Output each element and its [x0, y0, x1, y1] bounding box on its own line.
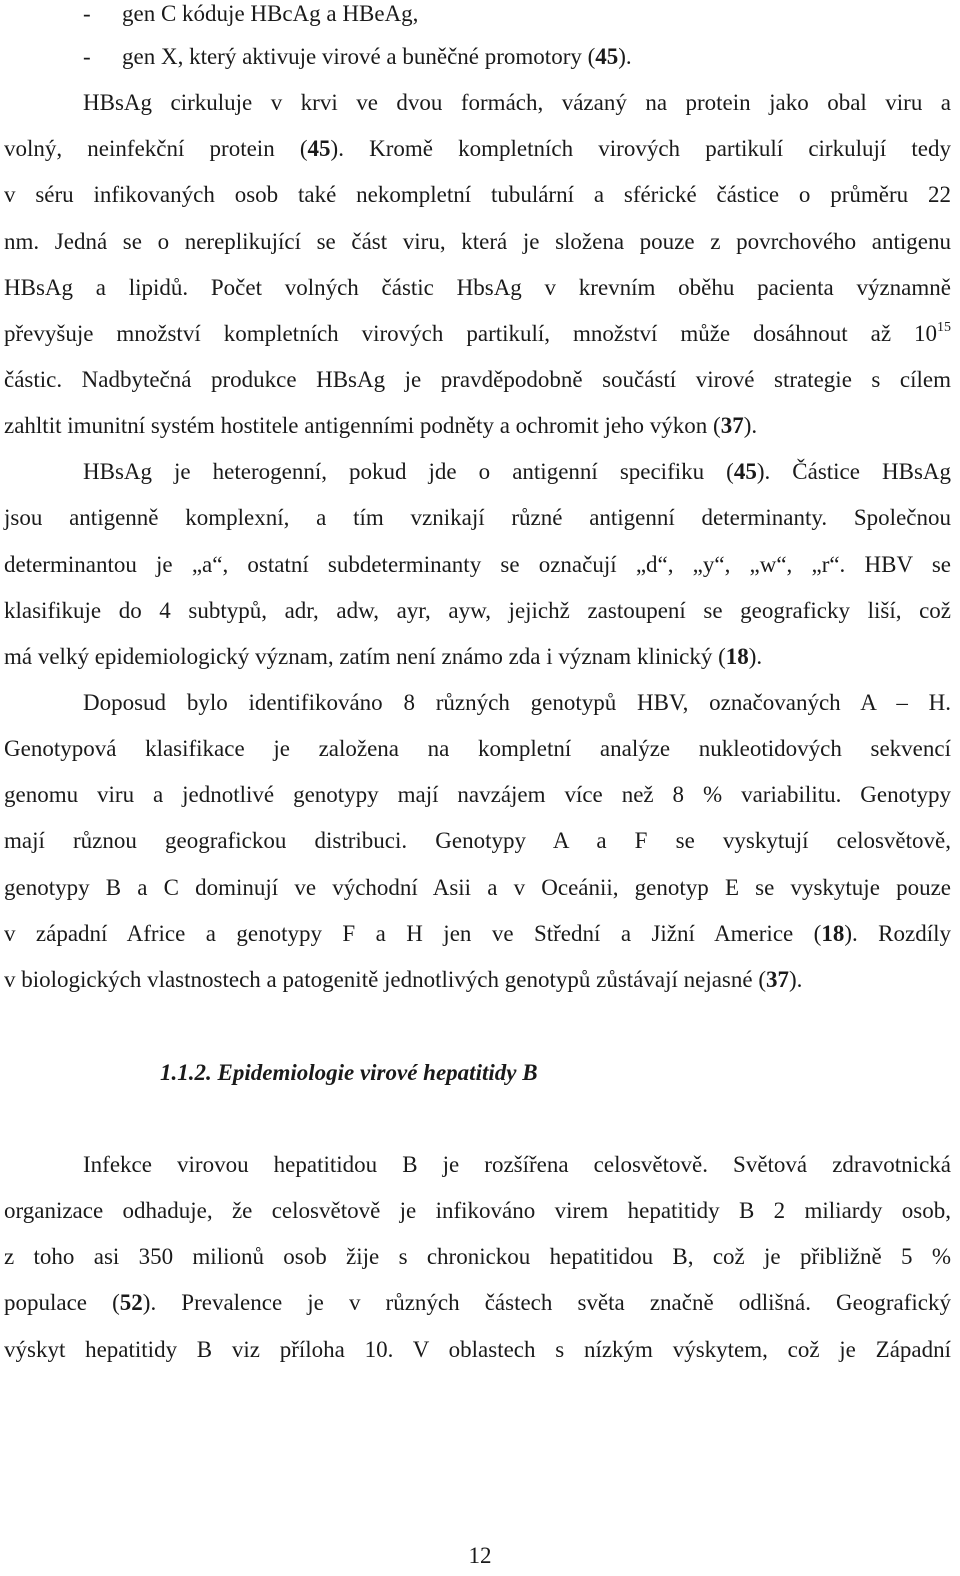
bullet-dash: - [83, 1, 91, 26]
paragraph-line: v západní Africe a genotypy F a H jen ve Střední a Jižní Americe (18). Rozdíly [4, 921, 951, 946]
citation-ref: 18 [725, 644, 749, 669]
paragraph-line: populace (52). Prevalence je v různých částech světa značně odlišná. Geografický [4, 1290, 951, 1315]
paragraph-line: v séru infikovaných osob také nekompletní tubulární a sférické částice o průměru 22 [4, 182, 951, 207]
paragraph-line: organizace odhaduje, že celosvětově je infikováno virem hepatitidy B 2 miliardy osob, [4, 1198, 951, 1223]
paragraph-line: převyšuje množství kompletních virových partikulí, množství může dosáhnout až $10^{15}$ [4, 320, 951, 346]
paragraph-line: Infekce virovou hepatitidou B je rozšířena celosvětově. Světová zdravotnická [83, 1152, 951, 1177]
paragraph-line: HBsAg a lipidů. Počet volných částic HbsAg v krevním oběhu pacienta významně [4, 275, 951, 300]
paragraph-line: výskyt hepatitidy B viz příloha 10. V oblastech s nízkým výskytem, což je Západní [4, 1337, 951, 1362]
citation-ref: 45 [733, 459, 757, 484]
paragraph-line: genomu viru a jednotlivé genotypy mají navzájem více než 8 % variabilitu. Genotypy [4, 782, 951, 807]
paragraph-line: mají různou geografickou distribuci. Genotypy A a F se vyskytují celosvětově, [4, 828, 951, 853]
paragraph-line: HBsAg je heterogenní, pokud jde o antigenní specifiku (45). Částice HBsAg [83, 459, 952, 484]
paragraph-line: zahltit imunitní systém hostitele antigenními podněty a ochromit jeho výkon (37). [4, 413, 758, 438]
superscript-exponent: 15 [937, 320, 951, 335]
page-number: 12 [468, 1543, 492, 1568]
section-heading: 1.1.2. Epidemiologie virové hepatitidy B [160, 1060, 538, 1085]
citation-ref: 45 [307, 136, 331, 161]
paragraph-line: v biologických vlastnostech a patogenitě jednotlivých genotypů zůstávají nejasné (37). [4, 967, 803, 992]
bullet-item: gen X, který aktivuje virové a buněčné promotory (45). [122, 44, 632, 69]
paragraph-line: Doposud bylo identifikováno 8 různých genotypů HBV, označovaných A – H. [83, 690, 951, 715]
bullet-dash: - [83, 44, 91, 69]
paragraph-line: z toho asi 350 milionů osob žije s chronickou hepatitidou B, což je přibližně 5 % [4, 1244, 951, 1269]
citation-ref: 45 [595, 44, 619, 69]
paragraph-line: Genotypová klasifikace je založena na kompletní analýze nukleotidových sekvencí [4, 736, 951, 761]
paragraph-line: HBsAg cirkuluje v krvi ve dvou formách, vázaný na protein jako obal viru a [83, 90, 951, 115]
citation-ref: 52 [119, 1290, 143, 1315]
citation-ref: 37 [720, 413, 744, 438]
citation-ref: 18 [821, 921, 845, 946]
paragraph-line: má velký epidemiologický význam, zatím není známo zda i význam klinický (18). [4, 644, 763, 669]
paragraph-line: volný, neinfekční protein (45). Kromě kompletních virových partikulí cirkulují tedy [4, 136, 952, 161]
paragraph-line: determinantou je „a“, ostatní subdeterminanty se označují „d“, „y“, „w“, „r“. HBV se [4, 552, 951, 577]
paragraph-line: částic. Nadbytečná produkce HBsAg je pravděpodobně součástí virové strategie s cílem [4, 367, 951, 392]
citation-ref: 37 [766, 967, 789, 992]
paragraph-line: genotypy B a C dominují ve východní Asii a v Oceánii, genotyp E se vyskytuje pouze [4, 875, 951, 900]
paragraph-line: jsou antigenně komplexní, a tím vznikají různé antigenní determinanty. Společnou [4, 505, 951, 530]
paragraph-line: nm. Jedná se o nereplikující se část viru, která je složena pouze z povrchového antigenu [4, 229, 951, 254]
bullet-item: gen C kóduje HBcAg a HBeAg, [122, 1, 419, 26]
paragraph-line: klasifikuje do 4 subtypů, adr, adw, ayr, ayw, jejichž zastoupení se geograficky liší, což [4, 598, 951, 623]
